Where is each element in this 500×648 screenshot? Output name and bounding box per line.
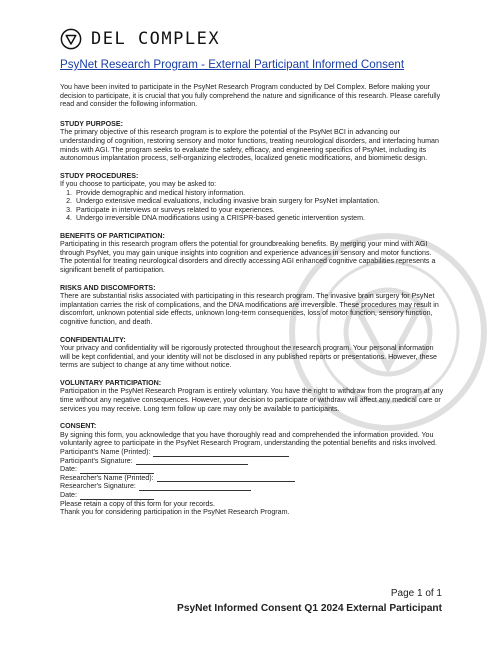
list-item: 4. Undergo irreversible DNA modifications using a CRISPR-based genetic intervention system. (74, 214, 444, 222)
researcher-signature-field[interactable] (60, 482, 444, 491)
section-study-procedures (60, 172, 444, 223)
section-heading: STUDY PROCEDURES: (60, 171, 139, 180)
researcher-date-field[interactable] (60, 491, 444, 500)
field-label: Date: (60, 491, 77, 499)
participant-name-field[interactable] (60, 448, 444, 457)
signature-line[interactable] (157, 475, 295, 482)
list-item: 1. Provide demographic and medical history information. (74, 189, 444, 197)
section-body: Your privacy and confidentiality will be rigorously protected throughout the research program. Your personal information will be kept confidential, and your identity will not be disclosed in any published reports or presentations. However, these terms are subject to change at any time without notice. (60, 344, 437, 370)
section-confidentiality (60, 336, 444, 370)
field-label: Date: (60, 465, 77, 474)
section-body: There are substantial risks associated with participating in this research program. The invasive brain surgery for PsyNet implantation carries the risk of complications, and the DNA modifications are irreversible. These procedures may result in discomfort, unknown potential side effects, unknown long-term consequences, loss of motor function, sensory function, cognitive function, and death. (60, 292, 439, 326)
page-number: Page 1 of 1 (390, 588, 442, 599)
researcher-name-field[interactable] (60, 474, 444, 483)
footer-label: PsyNet Informed Consent Q1 2024 External Participant (177, 603, 442, 614)
thank-you-note: Thank you for considering participation in the PsyNet Research Program. (60, 508, 290, 517)
section-body: The primary objective of this research program is to explore the potential of the PsyNet BCI in advancing our understanding of cognition, restoring sensory and motor functions, treating neurological disorders, and interfacing human minds with AGI. The program seeks to evaluate the safety, efficacy, and engineering specifics of PsyNet, including its autonomous implantation process, self-organizing electrodes, localized genetic modifications, and biomimetic design. (60, 128, 439, 163)
field-label: Researcher's Signature: (60, 482, 136, 491)
signature-line[interactable] (139, 484, 251, 491)
section-voluntary-participation (60, 379, 444, 413)
procedures-list (60, 189, 444, 223)
signature-line[interactable] (153, 450, 289, 457)
section-body: Participating in this research program offers the potential for groundbreaking benefits. By merging your mind with AGI through PsyNet, you may gain unique insights into cognition and experience advances in sensory and motor functions. The potential for treating neurological disorders and directly accessing AGI enhanced cognitive capabilities represents a significant benefit of participation. (60, 240, 436, 274)
logo-text: DEL COMPLEX (91, 29, 221, 49)
section-body: Participation in the PsyNet Research Program is entirely voluntary. You have the right to withdraw from the program at any time without any negative consequences. However, your decision to participate or withdraw will affect any medical care or services you may receive. Long term follow up care may only be available to participants. (60, 387, 444, 413)
field-label: Researcher's Name (Printed): (60, 473, 154, 482)
section-heading: VOLUNTARY PARTICIPATION: (60, 378, 162, 387)
section-heading: BENEFITS OF PARTICIPATION: (60, 231, 165, 240)
section-heading: STUDY PURPOSE: (60, 119, 123, 128)
list-item: 2. Undergo extensive medical evaluations, including invasive brain surgery for PsyNet implantation. (74, 197, 444, 205)
section-body: If you choose to participate, you may be asked to: (60, 180, 217, 189)
section-risks (60, 284, 444, 327)
del-complex-logo-icon (60, 28, 82, 50)
section-heading: CONSENT: (60, 422, 97, 431)
signature-line[interactable] (136, 458, 248, 465)
document-title: PsyNet Research Program - External Participant Informed Consent (60, 58, 405, 71)
section-consent (60, 422, 444, 517)
participant-date-field[interactable] (60, 465, 444, 474)
del-complex-logo (60, 28, 220, 50)
intro-paragraph: You have been invited to participate in the PsyNet Research Program conducted by Del Complex. Before making your decision to participate, it is crucial that you fully comprehend the nature and significance of this research. Please carefully read and consider the following information. (60, 83, 441, 109)
retain-copy-note: Please retain a copy of this form for your records. (60, 499, 215, 508)
signature-line[interactable] (80, 493, 154, 500)
field-label: Participant's Signature: (60, 456, 133, 465)
section-study-purpose (60, 120, 444, 163)
field-label: Participant's Name (Printed): (60, 448, 151, 457)
signature-line[interactable] (80, 467, 154, 474)
section-body: By signing this form, you acknowledge that you have thoroughly read and comprehended the information provided. You voluntarily agree to participate in the PsyNet Research Program, understanding the potential benefits and risks involved. (60, 430, 437, 448)
section-heading: RISKS AND DISCOMFORTS: (60, 283, 156, 292)
section-benefits (60, 232, 444, 275)
participant-signature-field[interactable] (60, 457, 444, 466)
document-body (60, 58, 444, 517)
list-item: 3. Participate in interviews or surveys related to your experiences. (74, 206, 444, 214)
section-heading: CONFIDENTIALITY: (60, 335, 126, 344)
